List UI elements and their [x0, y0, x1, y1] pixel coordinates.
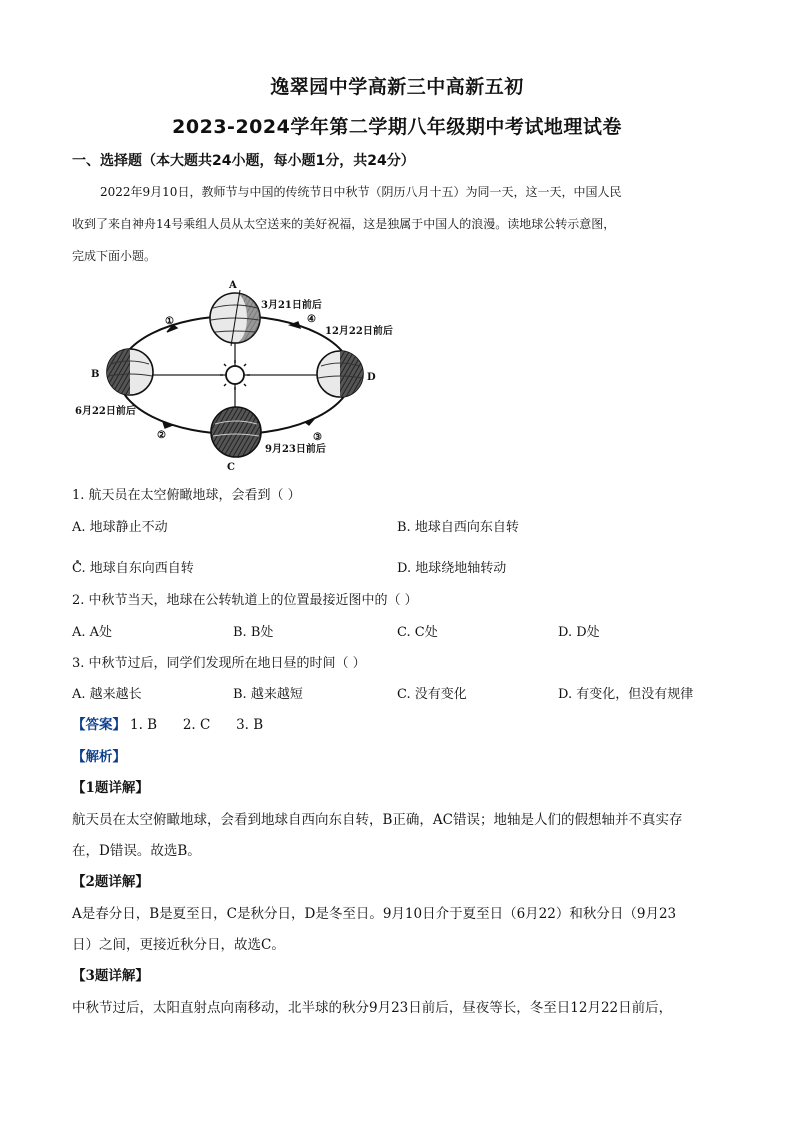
intro-line: 收到了来自神舟14号乘组人员从太空送来的美好祝福，这是独属于中国人的浪漫。读地球公转示意图，	[72, 217, 616, 231]
detail-1-line: 在，D错误。故选B。	[72, 843, 201, 859]
detail-1-label: 【1题详解】	[72, 780, 149, 796]
question-1-option-c: C. 地球自东向西自转	[72, 561, 194, 576]
label-arrow1: ①	[165, 316, 174, 327]
label-a: A	[229, 280, 237, 291]
question-3-option-a: A. 越来越长	[72, 687, 142, 702]
question-1-stem: 1. 航天员在太空俯瞰地球，会看到（ ）	[72, 488, 301, 503]
page-title-line1: 逸翠园中学高新三中高新五初	[270, 76, 524, 98]
question-3-option-d: D. 有变化，但没有规律	[558, 687, 694, 702]
detail-2-label: 【2题详解】	[72, 874, 149, 890]
orbit-arrow-2	[163, 422, 173, 428]
earth-b-icon	[107, 349, 153, 395]
question-2-option-a: A. A处	[72, 625, 113, 640]
analysis-row	[72, 745, 126, 765]
section-heading: 一、选择题（本大题共24小题，每小题1分，共24分）	[72, 153, 415, 169]
earth-a-icon	[210, 290, 260, 346]
detail-3-line: 中秋节过后，太阳直射点向南移动，北半球的秋分9月23日前后，昼夜等长，冬至日12月22日前后，	[72, 1000, 673, 1016]
answer-label: 【答案】	[72, 717, 126, 733]
question-1-option-d: D. 地球绕地轴转动	[397, 561, 507, 576]
label-d: D	[367, 372, 376, 383]
question-1-option-b: B. 地球自西向东自转	[397, 520, 519, 535]
question-3-stem: 3. 中秋节过后，同学们发现所在地日昼的时间（ ）	[72, 656, 366, 671]
label-c: C	[227, 462, 235, 473]
label-arrow2: ②	[157, 430, 166, 441]
question-1-option-a: A. 地球静止不动	[72, 520, 168, 535]
earth-revolution-diagram	[75, 272, 415, 473]
detail-1-line: 航天员在太空俯瞰地球，会看到地球自西向东自转，B正确，AC错误；地轴是人们的假想轴并不真实存	[72, 812, 683, 828]
question-2-option-b: B. B处	[233, 625, 274, 640]
question-3-option-c: C. 没有变化	[397, 687, 467, 702]
answer-row	[72, 713, 263, 733]
orbit-arrow-3	[305, 418, 315, 425]
question-2-stem: 2. 中秋节当天，地球在公转轨道上的位置最接近图中的（ ）	[72, 593, 418, 608]
question-2-option-d: D. D处	[558, 625, 600, 640]
page-title-line2: 2023-2024学年第二学期八年级期中考试地理试卷	[172, 116, 622, 138]
label-b-date: 6月22日前后	[75, 406, 136, 417]
earth-c-icon	[211, 407, 261, 457]
detail-3-label: 【3题详解】	[72, 968, 149, 984]
label-arrow3: ③	[313, 432, 322, 443]
label-arrow4: ④	[307, 314, 316, 325]
question-2-option-c: C. C处	[397, 625, 438, 640]
intro-paragraph	[72, 176, 720, 272]
label-c-date: 9月23日前后	[265, 444, 326, 455]
detail-2-line: 日）之间，更接近秋分日，故选C。	[72, 937, 285, 953]
detail-2-line: A是春分日，B是夏至日，C是秋分日，D是冬至日。9月10日介于夏至日（6月22）和秋分日（9月23	[72, 906, 677, 922]
label-b: B	[91, 369, 100, 380]
analysis-label: 【解析】	[72, 749, 126, 765]
question-3-option-b: B. 越来越短	[233, 687, 303, 702]
answer-value: 1. B 2. C 3. B	[130, 717, 264, 733]
earth-d-icon	[317, 351, 363, 397]
label-a-date: 3月21日前后	[261, 300, 322, 311]
intro-line: 2022年9月10日，教师节与中国的传统节日中秋节（阴历八月十五）为同一天，这一天，中国人民	[100, 185, 622, 199]
label-d-date: 12月22日前后	[325, 326, 393, 337]
intro-line: 完成下面小题。	[72, 249, 157, 263]
